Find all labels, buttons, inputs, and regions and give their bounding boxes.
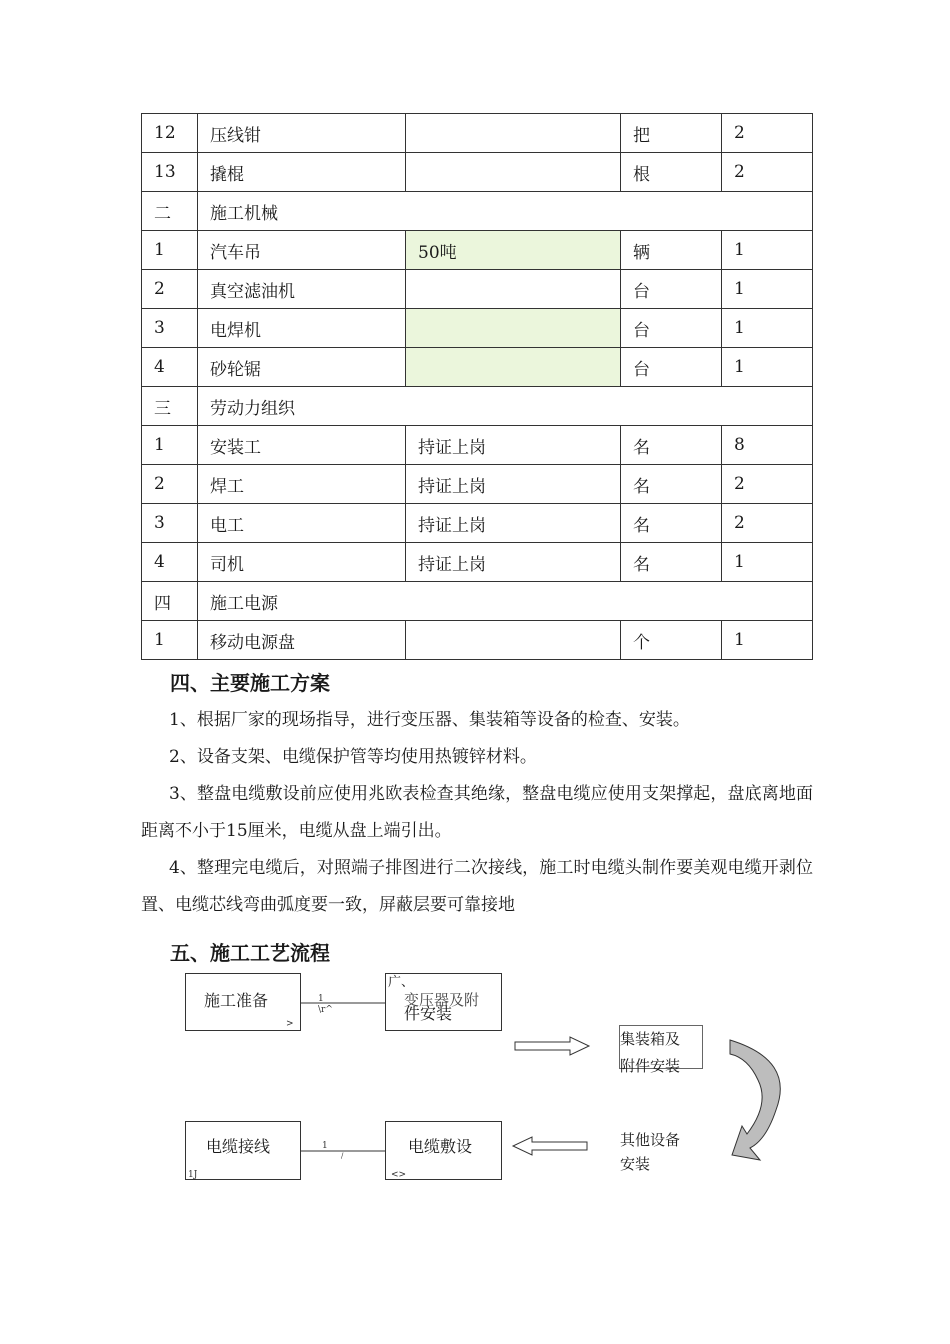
cell-quantity: 1 xyxy=(722,543,813,582)
cell-name: 真空滤油机 xyxy=(198,270,406,309)
step-container-line2: 附件安装 xyxy=(620,1057,681,1075)
cell-spec: 50吨 xyxy=(406,231,621,270)
cell-number: 4 xyxy=(142,348,198,387)
cell-name: 司机 xyxy=(198,543,406,582)
step-other-equipment-line2: 安装 xyxy=(620,1155,651,1173)
cell-unit: 台 xyxy=(621,270,722,309)
cell-unit: 根 xyxy=(621,153,722,192)
cell-quantity: 2 xyxy=(722,504,813,543)
cell-section-title: 劳动力组织 xyxy=(198,387,813,426)
cell-unit: 台 xyxy=(621,348,722,387)
cell-section-title: 施工机械 xyxy=(198,192,813,231)
cell-number: 1 xyxy=(142,621,198,660)
cell-unit: 个 xyxy=(621,621,722,660)
arrow-left-icon xyxy=(513,1137,587,1155)
cell-section-title: 施工电源 xyxy=(198,582,813,621)
step-construction-prep xyxy=(185,973,301,1031)
section4-title: 四、主要施工方案 xyxy=(170,671,330,695)
cell-number: 1 xyxy=(142,426,198,465)
step-cable-laying xyxy=(385,1121,502,1180)
cell-quantity: 1 xyxy=(722,270,813,309)
cell-unit: 把 xyxy=(621,114,722,153)
curved-arrow-down-icon xyxy=(730,1040,780,1160)
cell-number: 2 xyxy=(142,270,198,309)
step-construction-prep-mark: > xyxy=(286,1019,294,1029)
cell-quantity: 1 xyxy=(722,231,813,270)
cell-name: 撬棍 xyxy=(198,153,406,192)
arrow-right-icon xyxy=(515,1037,589,1055)
section4-paragraph-1: 1、根据厂家的现场指导，进行变压器、集装箱等设备的检查、安装。 xyxy=(169,710,690,730)
connector-2-sub: / xyxy=(341,1152,344,1160)
cell-quantity: 1 xyxy=(722,348,813,387)
cell-name: 压线钳 xyxy=(198,114,406,153)
cell-number: 13 xyxy=(142,153,198,192)
cell-quantity: 1 xyxy=(722,309,813,348)
cell-name: 移动电源盘 xyxy=(198,621,406,660)
step-cable-laying-label: 电缆敷设 xyxy=(408,1137,473,1156)
cell-quantity: 1 xyxy=(722,621,813,660)
cell-number: 二 xyxy=(142,192,198,231)
step-transformer-install xyxy=(385,973,502,1031)
cell-number: 2 xyxy=(142,465,198,504)
cell-unit: 名 xyxy=(621,543,722,582)
step-transformer-bottom: 件安装 xyxy=(404,1004,453,1023)
cell-quantity: 2 xyxy=(722,114,813,153)
cell-name: 电工 xyxy=(198,504,406,543)
cell-quantity: 2 xyxy=(722,153,813,192)
cell-spec: 持证上岗 xyxy=(406,426,621,465)
cell-number: 3 xyxy=(142,504,198,543)
cell-unit: 辆 xyxy=(621,231,722,270)
cell-number: 4 xyxy=(142,543,198,582)
cell-spec: 持证上岗 xyxy=(406,465,621,504)
cell-number: 3 xyxy=(142,309,198,348)
step-container-line1: 集装箱及 xyxy=(620,1030,681,1048)
cell-number: 四 xyxy=(142,582,198,621)
cell-name: 砂轮锯 xyxy=(198,348,406,387)
cell-spec: 持证上岗 xyxy=(406,504,621,543)
step-transformer-mid: 变压器及附 xyxy=(404,991,480,1009)
step-cable-wiring-mark: 1J xyxy=(188,1170,198,1180)
cell-number: 三 xyxy=(142,387,198,426)
cell-name: 汽车吊 xyxy=(198,231,406,270)
cell-number: 1 xyxy=(142,231,198,270)
cell-name: 电焊机 xyxy=(198,309,406,348)
cell-spec: 持证上岗 xyxy=(406,543,621,582)
step-cable-laying-mark: <> xyxy=(391,1170,407,1180)
step-container-install xyxy=(619,1025,703,1075)
connector-1-sub: \r^ xyxy=(318,1005,333,1015)
connector-2-mark: 1 xyxy=(322,1141,328,1151)
cell-quantity: 8 xyxy=(722,426,813,465)
connector-1-mark: 1 xyxy=(318,994,324,1004)
section4-paragraph-4: 4、整理完电缆后，对照端子排图进行二次接线，施工时电缆头制作要美观电缆开剥位置、电缆芯线弯曲弧度要一致，屏蔽层要可靠接地 xyxy=(141,858,813,915)
cell-number: 12 xyxy=(142,114,198,153)
cell-quantity: 2 xyxy=(722,465,813,504)
section4-paragraph-2: 2、设备支架、电缆保护管等均使用热镀锌材料。 xyxy=(169,747,537,767)
cell-unit: 名 xyxy=(621,504,722,543)
cell-unit: 名 xyxy=(621,426,722,465)
section4-paragraph-3: 3、整盘电缆敷设前应使用兆欧表检查其绝缘，整盘电缆应使用支架撑起，盘底离地面距离不小于15厘米，电缆从盘上端引出。 xyxy=(141,784,813,841)
cell-name: 安装工 xyxy=(198,426,406,465)
cell-name: 焊工 xyxy=(198,465,406,504)
cell-unit: 台 xyxy=(621,309,722,348)
step-cable-wiring-label: 电缆接线 xyxy=(206,1137,271,1156)
step-other-equipment-line1: 其他设备 xyxy=(620,1131,681,1149)
section5-title: 五、施工工艺流程 xyxy=(170,941,330,965)
cell-unit: 名 xyxy=(621,465,722,504)
step-construction-prep-label: 施工准备 xyxy=(204,991,269,1010)
step-cable-wiring xyxy=(185,1121,301,1180)
step-transformer-top: 广、 xyxy=(388,975,415,990)
